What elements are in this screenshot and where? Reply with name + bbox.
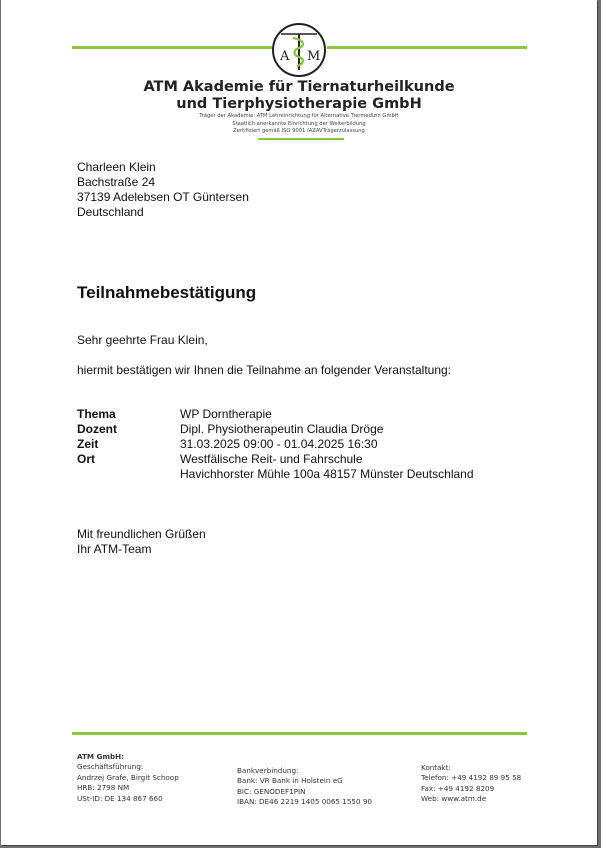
thema-label: Thema	[77, 407, 116, 421]
logo-letter-m: M	[307, 49, 321, 64]
footer-bank	[237, 766, 372, 808]
footer-contact-line3: Fax: +49 4192 8209	[421, 783, 495, 793]
dozent-value: Dipl. Physiotherapeutin Claudia Dröge	[180, 422, 384, 436]
footer-contact	[421, 763, 521, 805]
footer-contact-line2: Telefon: +49 4192 89 95 58	[421, 773, 522, 783]
intro-text: hiermit bestätigen wir Ihnen die Teilnahme an folgender Veranstaltung:	[77, 363, 452, 377]
org-sub-line3: Zertifiziert gemäß ISO 9001 /AZAVTrägerzulassung	[233, 128, 365, 134]
org-name-line2: und Tierphysiotherapie GmbH	[176, 96, 422, 112]
letter-title: Teilnahmebestätigung	[77, 283, 257, 302]
ort-value-line2: Havichhorster Mühle 100a 48157 Münster Deutschland	[180, 467, 474, 481]
footer-company-line3: HRB: 2798 NM	[77, 783, 130, 793]
thema-value: WP Dorntherapie	[180, 407, 272, 421]
org-sub-line2: Staatlich anerkannte Einrichtung der Weiterbildung	[232, 120, 366, 127]
ort-label: Ort	[77, 452, 95, 466]
footer-company-line4: USt-ID: DE 134 867 660	[77, 793, 163, 803]
footer-bank-line1: Bankverbindung:	[237, 766, 299, 775]
closing-line2: Ihr ATM-Team	[77, 542, 152, 556]
recipient-city: 37139 Adelebsen OT Güntersen	[77, 190, 249, 204]
footer-rule	[72, 732, 527, 735]
recipient-address	[77, 160, 249, 220]
zeit-value: 31.03.2025 09:00 - 01.04.2025 16:30	[180, 437, 378, 451]
org-sub-line1: Träger der Akademie: ATM Lehreinrichtung für Alternative Tiermedizin GmbH	[199, 113, 399, 119]
letter-page	[1, 0, 597, 845]
recipient-name: Charleen Klein	[77, 160, 156, 174]
zeit-label: Zeit	[77, 437, 99, 451]
logo-letter-a: A	[280, 49, 290, 64]
org-name-line1: ATM Akademie für Tiernaturheilkunde	[143, 79, 455, 95]
footer-bank-line2: Bank: VR Bank in Holstein eG	[237, 776, 343, 786]
atm-logo-icon	[271, 22, 327, 78]
dozent-label: Dozent	[77, 422, 117, 436]
ort-value-line1: Westfälische Reit- und Fahrschule	[180, 452, 363, 466]
footer-company	[77, 752, 179, 804]
closing-line1: Mit freundlichen Grüßen	[77, 527, 206, 541]
footer-contact-line4: Web: www.atm.de	[421, 794, 487, 804]
footer-company-head: ATM GmbH:	[77, 752, 124, 761]
footer-bank-line3: BIC: GENODEF1PIN	[237, 786, 306, 796]
subtitle-rule	[258, 138, 344, 140]
footer-company-line2: Andrzej Grafe, Birgit Schoop	[77, 772, 179, 782]
recipient-street: Bachstraße 24	[77, 175, 156, 189]
footer-contact-line1: Kontakt:	[421, 763, 451, 772]
recipient-country: Deutschland	[77, 205, 144, 219]
header-rule-right	[327, 46, 527, 49]
org-name	[1, 79, 597, 113]
footer-company-line1: Geschäftsführung:	[77, 762, 144, 772]
salutation: Sehr geehrte Frau Klein,	[77, 333, 208, 347]
footer-bank-line4: IBAN: DE46 2219 1405 0065 1550 90	[237, 797, 373, 807]
org-subtitle	[1, 113, 597, 136]
header-rule-left	[72, 46, 272, 49]
